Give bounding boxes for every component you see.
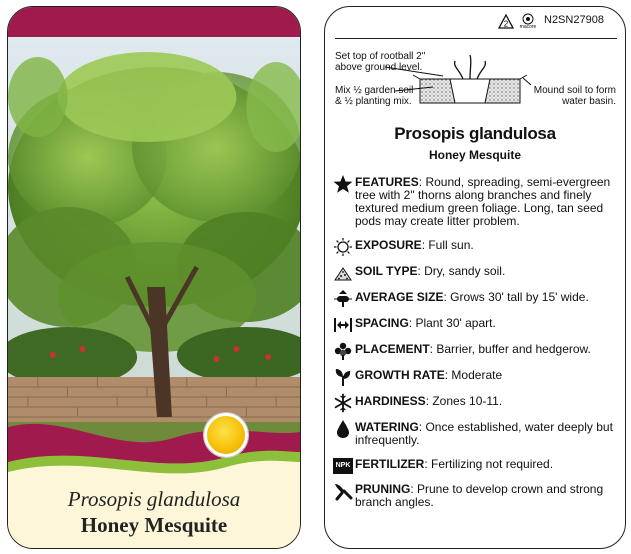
feature-label: GROWTH RATE — [355, 368, 445, 382]
feature-exposure — [333, 237, 621, 257]
sku-code: N2SN27908 — [544, 14, 604, 26]
feature-spacing — [333, 315, 621, 335]
feature-watering — [333, 419, 621, 453]
feature-value: : Full sun. — [421, 238, 474, 252]
front-tag — [7, 6, 301, 549]
top-rule — [335, 38, 617, 39]
feature-average-size — [333, 289, 621, 309]
mix-note: Mix ½ garden soil & ½ planting mix. — [335, 85, 414, 107]
sun-icon — [333, 237, 353, 257]
feature-label: FEATURES — [355, 175, 419, 189]
feature-text — [355, 291, 620, 304]
feature-text — [355, 176, 620, 228]
feature-text — [355, 239, 620, 252]
feature-label: PLACEMENT — [355, 342, 430, 356]
npk-icon-label: NPK — [335, 462, 351, 469]
feature-value: : Round, spreading, semi-evergreen tree with 2" thorns along branches and finely textured medium green foliage. Long, tan seed pods may create litter problem. — [355, 175, 611, 228]
spacing-icon — [333, 315, 353, 335]
npk-icon — [333, 458, 353, 474]
rootball-note: Set top of rootball 2" above ground level. — [335, 51, 426, 73]
star-icon — [333, 174, 353, 194]
feature-hardiness — [333, 393, 621, 413]
feature-text — [355, 421, 620, 447]
feature-label: EXPOSURE — [355, 238, 422, 252]
pruners-icon — [333, 481, 353, 501]
planting-diagram — [325, 47, 625, 117]
feature-text — [355, 265, 620, 278]
front-scientific-name: Prosopis glandulosa — [67, 487, 241, 511]
back-tag — [324, 6, 626, 549]
feature-fertilizer — [333, 456, 621, 476]
feature-pruning — [333, 481, 621, 515]
feature-text — [355, 458, 620, 471]
back-scientific-name: Prosopis glandulosa — [394, 124, 556, 143]
macore-logo-icon — [517, 13, 539, 33]
feature-label: AVERAGE SIZE — [355, 290, 444, 304]
macore-label: macore — [519, 24, 537, 30]
feature-value: : Moderate — [444, 368, 503, 382]
front-common-name: Honey Mesquite — [80, 513, 228, 537]
snowflake-icon — [333, 393, 353, 413]
feature-value: : Grows 30' tall by 15' wide. — [443, 290, 589, 304]
feature-text — [355, 317, 620, 330]
water-drop-icon — [333, 419, 353, 439]
feature-value: : Barrier, buffer and hedgerow. — [429, 342, 591, 356]
mound-note: Mound soil to form water basin. — [533, 85, 616, 107]
feature-label: SPACING — [355, 316, 409, 330]
feature-value: : Once established, water deeply but infrequently. — [355, 420, 613, 447]
full-sun-icon — [204, 413, 248, 457]
recycle-code: 2 — [503, 19, 509, 29]
feature-value: : Dry, sandy soil. — [417, 264, 506, 278]
feature-text — [355, 343, 620, 356]
feature-value: : Plant 30' apart. — [408, 316, 496, 330]
feature-growth-rate — [333, 367, 621, 387]
feature-features — [333, 174, 621, 234]
feature-soil-type — [333, 263, 621, 283]
soil-icon — [333, 263, 353, 283]
feature-text — [355, 395, 620, 408]
feature-value: : Fertilizing not required. — [424, 457, 554, 471]
size-icon — [333, 289, 353, 309]
recycle-icon — [497, 13, 515, 33]
feature-label: PRUNING — [355, 482, 411, 496]
feature-text — [355, 483, 620, 509]
feature-value: : Prune to develop crown and strong branch angles. — [355, 482, 604, 509]
placement-icon — [333, 341, 353, 361]
feature-placement — [333, 341, 621, 361]
feature-value: : Zones 10-11. — [425, 394, 503, 408]
tree-photo — [8, 37, 300, 467]
feature-label: WATERING — [355, 420, 419, 434]
back-common-name: Honey Mesquite — [428, 148, 521, 162]
feature-text — [355, 369, 620, 382]
feature-label: HARDINESS — [355, 394, 426, 408]
growth-icon — [333, 367, 353, 387]
feature-label: FERTILIZER — [355, 457, 425, 471]
feature-label: SOIL TYPE — [355, 264, 418, 278]
